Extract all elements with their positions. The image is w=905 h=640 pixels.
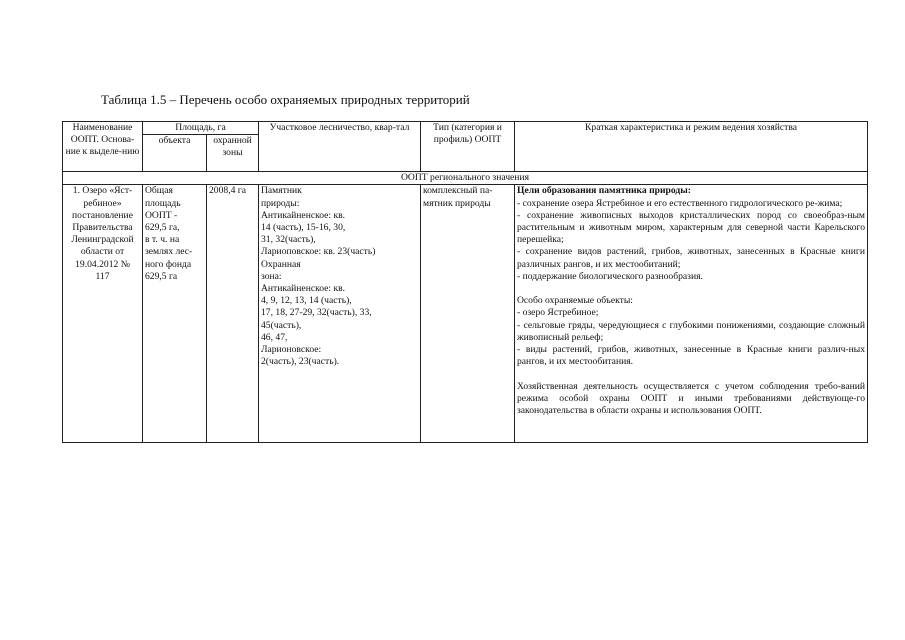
cell-forestry: Памятник природы: Антикайненское: кв. 14 (часть), 15-16, 30, 31, 32(часть), Лариоповское: кв. 23(часть) Охранная зона: Антикайненское: кв. 4, 9, 12, 13, 14 (часть), 17, 18, 27-29, 32(часть), 33, 45(часть), 46, 47, Ларионовское: 2(часть), 23(часть). <box>259 185 421 443</box>
header-name: Наименование ООПТ. Основа-ние к выделе-нию <box>63 122 143 172</box>
header-forestry: Участковое лесничество, квар-тал <box>259 122 421 172</box>
header-area-object: объекта <box>143 135 207 172</box>
section-row <box>63 172 868 185</box>
table-header-row <box>63 122 868 135</box>
table-row <box>63 185 868 443</box>
cell-area-zone: 2008,4 га <box>207 185 259 443</box>
protected-areas-table <box>62 121 868 443</box>
header-area: Площадь, га <box>143 122 259 135</box>
header-description: Краткая характеристика и режим ведения хозяйства <box>515 122 868 172</box>
cell-area-object: Общая площадь ООПТ - 629,5 га, в т. ч. на землях лес- ного фонда 629,5 га <box>143 185 207 443</box>
desc-goal-title: Цели образования памятника природы: <box>517 185 691 197</box>
cell-type: комплексный па- мятник природы <box>421 185 515 443</box>
section-title: ООПТ регионального значения <box>63 172 868 185</box>
desc-goals: - сохранение озера Ястребиное и его естественного гидрологического ре-жима; - сохранение живописных выходов кристаллических пород со своеобраз-ным растительным и животным миром, характерным для северной части Карельского перешейка; - сохранение видов растений, грибов, животных, занесенных в Красные книги различных рангов, и их местообитаний; - поддержание биологического разнообразия. <box>517 197 865 282</box>
header-area-zone: охранной зоны <box>207 135 259 172</box>
desc-objects: Особо охраняемые объекты: - озеро Ястребиное; - сельговые гряды, чередующиеся с глубокими понижениями, создающие сложный живописный рельеф; - виды растений, грибов, животных, занесенные в Красные книги различ-ных рангов, и их местообитания. <box>517 295 865 368</box>
cell-name: 1. Озеро «Яст-ребиное» постановление Правительства Ленинградской области от 19.04.2012 № 117 <box>63 185 143 443</box>
table-caption: Таблица 1.5 – Перечень особо охраняемых природных территорий <box>101 92 470 107</box>
header-type: Тип (категория и профиль) ООПТ <box>421 122 515 172</box>
desc-activity: Хозяйственная деятельность осуществляется с учетом соблюдения требо-ваний режима особой охраны ООПТ и иными требованиями действующе-го законодательства в области охраны и использования ООПТ. <box>517 380 865 417</box>
cell-description <box>515 185 868 443</box>
